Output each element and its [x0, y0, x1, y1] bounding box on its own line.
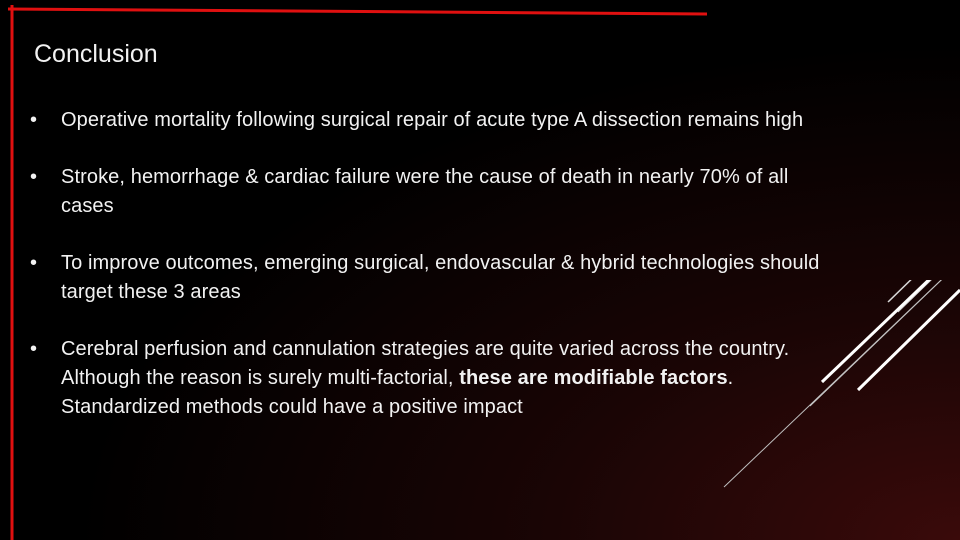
bullet-item-3 [30, 249, 820, 307]
bullet-item-4 [30, 335, 820, 422]
bullet-marker: • [30, 166, 38, 188]
slide-title: Conclusion [34, 40, 158, 68]
bullet-marker: • [30, 252, 38, 274]
bullet-item-1 [30, 106, 820, 135]
bullet-text-part: . Standardized methods could have a positive impact [61, 367, 734, 418]
bullet-list [30, 106, 820, 450]
bullet-item-2 [30, 163, 820, 221]
red-top-line [8, 9, 707, 14]
bullet-text: Stroke, hemorrhage & cardiac failure were the cause of death in nearly 70% of all cases [61, 166, 789, 217]
bullet-marker: • [30, 109, 38, 131]
bullet-text: Operative mortality following surgical repair of acute type A dissection remains high [61, 109, 804, 131]
bullet-text: To improve outcomes, emerging surgical, endovascular & hybrid technologies should target these 3 areas [61, 252, 820, 303]
bullet-marker: • [30, 338, 38, 360]
bullet-text-bold: these are modifiable factors [459, 367, 728, 389]
bullet-text-part: Cerebral perfusion and cannulation strategies are quite varied across the country. Although the reason is surely multi-factorial, [61, 338, 790, 389]
